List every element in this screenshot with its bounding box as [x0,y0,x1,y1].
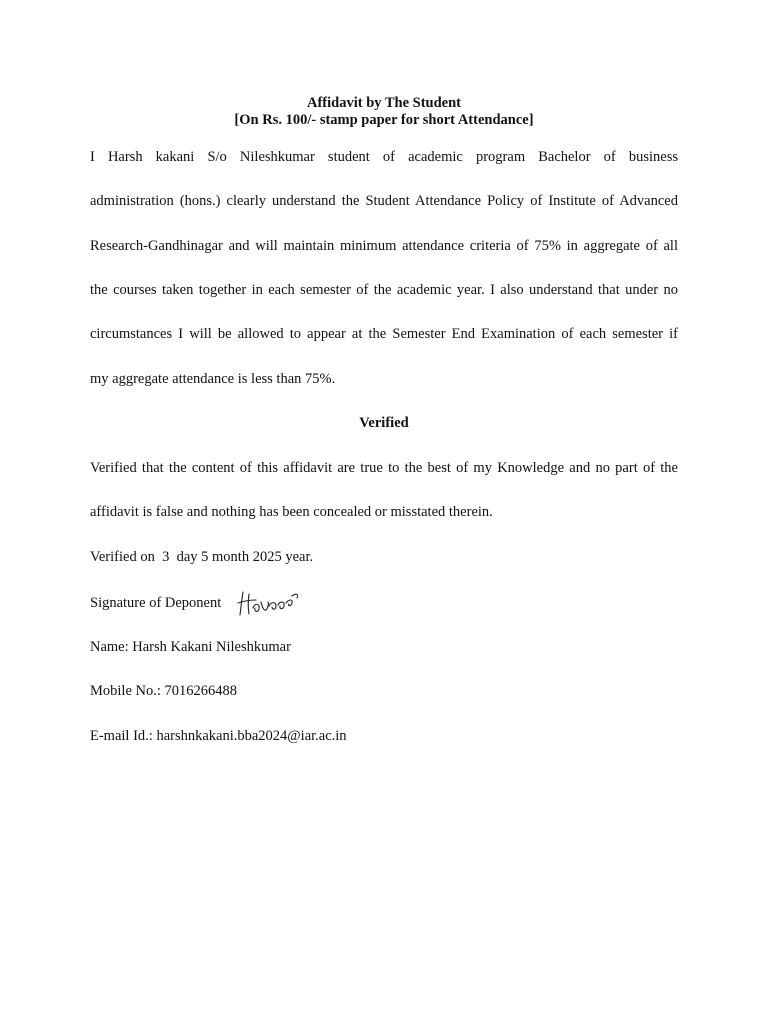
deponent-name: Name: Harsh Kakani Nileshkumar [90,639,291,655]
document-title-block [0,95,768,129]
document-title: Affidavit by The Student [306,95,462,111]
verified-on-date: Verified on 3 day 5 month 2025 year. [90,549,314,565]
document-subtitle: [On Rs. 100/- stamp paper for short Attendance] [234,112,534,128]
deponent-email: E-mail Id.: harshnkakani.bba2024@iar.ac.in [90,728,347,744]
body-line-2: administration (hons.) clearly understand the Student Attendance Policy of Institute of Advanced [90,193,678,209]
signature-label: Signature of Deponent [90,595,222,611]
verified-line-2: affidavit is false and nothing has been concealed or misstated therein. [90,504,493,520]
body-line-4: the courses taken together in each semester of the academic year. I also understand that under no [90,282,678,298]
body-line-3: Research-Gandhinagar and will maintain minimum attendance criteria of 75% in aggregate of all [90,238,678,254]
verified-heading: Verified [359,415,409,431]
verified-line-1: Verified that the content of this affidavit are true to the best of my Knowledge and no part of the [90,460,678,476]
body-line-5: circumstances I will be allowed to appear at the Semester End Examination of each semester if [90,326,678,342]
handwritten-signature [236,588,300,618]
body-line-1: I Harsh kakani S/o Nileshkumar student of academic program Bachelor of business [90,149,678,165]
body-line-6: my aggregate attendance is less than 75%. [90,371,336,387]
deponent-mobile: Mobile No.: 7016266488 [90,683,238,699]
signature-row [90,588,678,618]
